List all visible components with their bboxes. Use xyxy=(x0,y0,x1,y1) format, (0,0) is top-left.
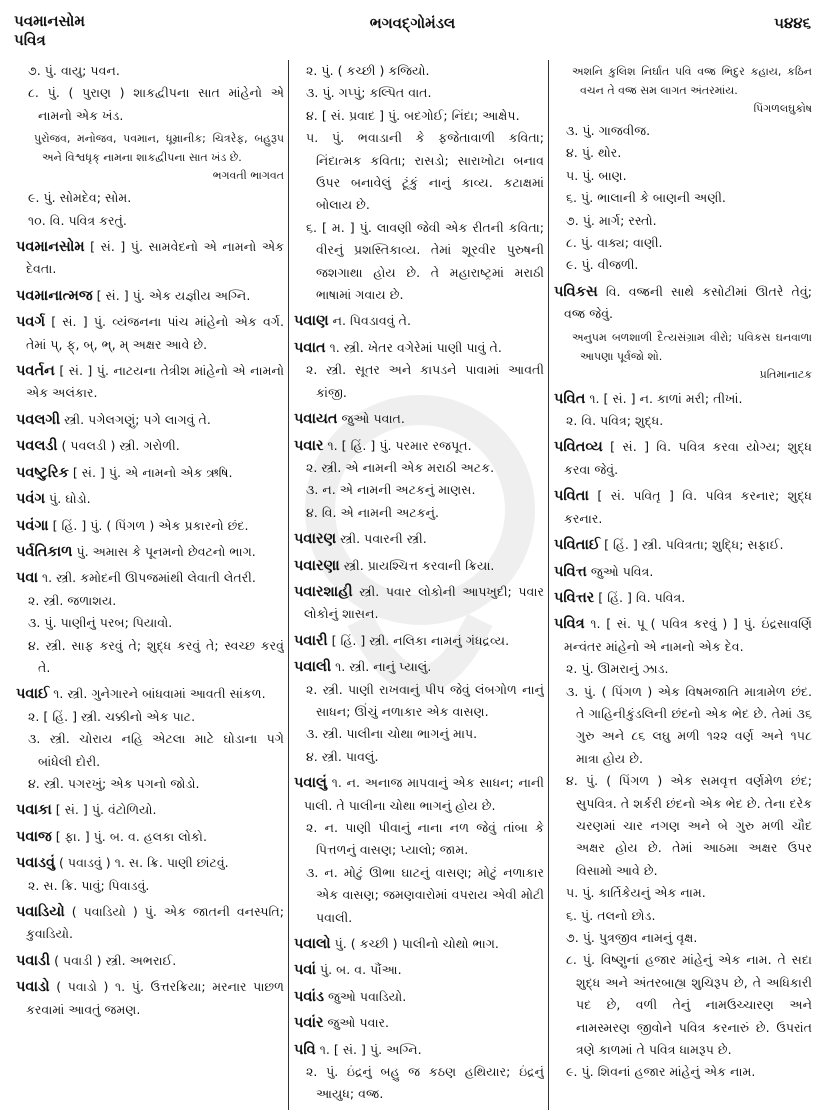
headword: પવમાનાત્મજ xyxy=(16,287,93,304)
definition-text: [ સં. ] પું. નાટયના તેત્રીશ માંહેનો એ નામનો એક અલંકાર. xyxy=(26,363,284,401)
definition-text: અનુપમ બળશાળી દૈત્યસંગ્રામ વીરો; પવિકસ ઘનવાળા આપણા પૂર્વજો શો. xyxy=(572,330,812,363)
headword: પવિતા xyxy=(554,488,589,505)
dictionary-entry xyxy=(16,515,284,537)
headword: પવાંડ xyxy=(294,988,324,1005)
dictionary-entry xyxy=(294,581,544,626)
definition-text: ૧. સ્ત્રી. ગુનેગારને બાંધવામાં આવતી સાંકળ. xyxy=(49,686,266,702)
dictionary-entry xyxy=(16,901,284,946)
sense-item xyxy=(294,217,544,307)
citation-quote xyxy=(554,62,812,118)
definition-text: ૮. પું. ( પુરાણ ) શાકદ્વીપના સાત માંહેનો એ નામનો એક ખંડ. xyxy=(28,85,284,123)
sense-item xyxy=(16,187,284,209)
headword: પવાઈ xyxy=(16,686,50,703)
dictionary-entry xyxy=(294,933,544,955)
sense-item xyxy=(554,949,812,1061)
dictionary-entry xyxy=(16,360,284,405)
headword: પવાલું xyxy=(294,775,327,792)
definition-text: ૧. [ સં. ] ન. કાળાં મરી; તીખાં. xyxy=(585,390,743,406)
definition-text: ૨. પું. ( કચ્છી ) કજિયો. xyxy=(306,63,430,78)
headword: પવંગા xyxy=(16,517,49,534)
definition-text: ૧. ન. અનાજ માપવાનું એક સાધન; નાની પાલી. તે પાલીના ચોથા ભાગનું હોય છે. xyxy=(304,775,544,813)
definition-text: ( પવાડી ) સ્ત્રી. અભરાઈ. xyxy=(50,952,177,968)
headword: પવર્તન xyxy=(16,363,55,380)
headword: પવારણ xyxy=(294,531,337,548)
sense-item xyxy=(554,210,812,232)
definition-text: પું. બ. વ. પૌંઆ. xyxy=(316,962,402,978)
definition-text: ૫. પું. બાણ. xyxy=(566,167,627,183)
sense-item xyxy=(16,60,284,82)
sense-item xyxy=(554,681,812,771)
page-number: ૫૪૪૬ xyxy=(774,14,811,32)
dictionary-entry xyxy=(554,613,812,658)
definition-text: ૧. [ સં. ] પું. અગ્નિ. xyxy=(315,1041,422,1057)
definition-text: [ હિં. ] સ્ત્રી. પવિત્રતા; શુદ્ધિ; સફાઈ. xyxy=(600,537,784,553)
sense-item xyxy=(294,1061,544,1106)
dictionary-entry xyxy=(16,976,284,1021)
definition-text: [ સં. ] પું. એ નામનો એક ઋષિ. xyxy=(68,464,233,480)
dictionary-entry xyxy=(554,388,812,410)
sense-item xyxy=(16,82,284,127)
headword: પવિકસ xyxy=(554,283,598,300)
definition-text: ૬. પું. ભાલાની કે બાણની અણી. xyxy=(566,190,726,206)
headword: પવારણા xyxy=(294,557,340,574)
sense-item xyxy=(554,165,812,187)
citation-source: પિંગળલઘુકોષ xyxy=(753,102,812,115)
guide-word-first: પવમાનસોમ xyxy=(14,12,86,30)
sense-item xyxy=(554,927,812,949)
definition-text: ૧. [ સં. પૂ ( પવિત્ર કરવું ) ] પું. ઇંદ્રસાવર્ણિ મન્વંતર માંહેનો એ નામનો એક દેવ. xyxy=(564,616,812,654)
sense-item xyxy=(554,142,812,164)
definition-text: જુઓ પવાર. xyxy=(323,1015,390,1031)
headword: પવાણ xyxy=(294,313,329,330)
definition-text: ૪. વિ. એ નામની અટકનું. xyxy=(306,504,440,520)
sense-item xyxy=(554,410,812,432)
definition-text: પુરોજવ, મનોજવ, પવમાન, ધૂમ્રાનીક; ચિત્રરેફ, બહુરૂપ અને વિશ્વધૃક્ નામના શાકદ્વીપના સાત ખંડ છે. xyxy=(34,132,284,165)
definition-text: ૫. પું. ભવાડાની કે ફજેતાવાળી કવિતા; નિંદાત્મક કવિતા; રાસડો; સારાખોટા બનાવ ઉપર બનાવેલું ટૂંકું નાનું કાવ્ય. કટાક્ષમાં બોલાય છે. xyxy=(306,130,544,213)
definition-text: ૩. પું. ગપ્પું; કલ્પિત વાત. xyxy=(306,85,432,101)
definition-text: [ હિં. ] પું. ( પિંગળ ) એક પ્રકારનો છંદ. xyxy=(48,517,249,533)
definition-text: ૪. [ સં. પ્રવાદ ] પું. બદગોઈ; નિંદા; આક્ષેપ. xyxy=(306,107,520,123)
sense-item xyxy=(554,187,812,209)
sense-item xyxy=(294,359,544,404)
headword: પવિત્તર xyxy=(554,589,595,606)
definition-text: ૮. પું. વિષ્ણુનાં હજાર માંહેનું એક નામ. તે સદા શુદ્ધ અને અંતરબાહ્ય શુચિરૂપ છે, તે અધિકારી પદ છે, વળી તેનું નામઉચ્ચારણ અને નામસ્મરણ જીવોને પવિત્ર કરનારું છે. ઉપરાંત ત્રણે કાળમાં તે પવિત્ર ધામરૂપ છે. xyxy=(566,952,812,1058)
headword: પવિતાઈ xyxy=(554,537,601,554)
headword: પવાજ xyxy=(16,828,52,845)
definition-text: ૧. સ્ત્રી. કમોદની ઊપજમાંથી લેવાતી લેતરી. xyxy=(38,570,256,586)
headword: પવાં xyxy=(294,962,316,979)
column-2 xyxy=(294,60,544,1112)
definition-text: ૯. પું. સોમદેવ; સોમ. xyxy=(28,190,132,206)
definition-text: ( પવલડી ) સ્ત્રી. ગરોળી. xyxy=(57,438,180,454)
definition-text: ૧. સ્ત્રી. નાનું પ્યાલું. xyxy=(331,659,432,675)
sense-item xyxy=(294,479,544,501)
dictionary-entry xyxy=(554,281,812,326)
definition-text: ૩. સ્ત્રી. પાલીના ચોથા ભાગનું માપ. xyxy=(306,726,478,742)
definition-text: જુઓ પવાડિયો. xyxy=(323,988,407,1004)
sense-item xyxy=(554,1061,812,1083)
headword: પવાડો xyxy=(16,979,50,996)
dictionary-entry xyxy=(16,435,284,457)
column-divider xyxy=(288,60,289,1110)
definition-text: [ હિં. ] સ્ત્રી. નલિકા નામનું ગંધદ્રવ્ય. xyxy=(327,632,510,648)
definition-text: પું. ઘોડો. xyxy=(45,491,91,507)
dictionary-entry xyxy=(16,409,284,431)
definition-text: ૭. પું. માર્ગ; રસ્તો. xyxy=(566,212,657,228)
definition-text: ૧૦. વિ. પવિત્ર કરતું. xyxy=(28,212,127,228)
dictionary-entry xyxy=(294,528,544,550)
definition-text: ૩. પું. પાણીનું પરબ; પિયાવો. xyxy=(28,615,173,631)
definition-text: [ સં. ] પું. વ્યંજનના પાંચ માંહેનો એક વર્ગ. તેમાં પ્, ફ્, બ્, ભ્, મ્ અક્ષર આવે છે. xyxy=(26,314,284,352)
definition-text: જુઓ પવિત્ર. xyxy=(586,563,654,579)
definition-text: ૮. પું. વાક્ય; વાણી. xyxy=(566,235,663,251)
definition-text: ૭. પું. વાયુ; પવન. xyxy=(28,63,120,78)
definition-text: સ્ત્રી. પવારની સ્ત્રી. xyxy=(336,531,427,547)
sense-item xyxy=(294,127,544,217)
dictionary-entry xyxy=(554,561,812,583)
dictionary-entry xyxy=(16,462,284,484)
headword: પવાલી xyxy=(294,659,332,676)
definition-text: ૧. સ્ત્રી. ખેતર વગેરેમાં પાણી પાવું તે. xyxy=(325,339,502,355)
sense-item xyxy=(16,706,284,728)
dictionary-entry xyxy=(294,555,544,577)
dictionary-entry xyxy=(554,485,812,530)
sense-item xyxy=(294,862,544,929)
sense-item xyxy=(554,658,812,680)
dictionary-entry xyxy=(294,1012,544,1034)
definition-text: જુઓ પવાત. xyxy=(337,411,405,427)
dictionary-entry xyxy=(16,236,284,281)
dictionary-entry xyxy=(16,683,284,705)
headword: પવાડવું xyxy=(16,855,55,872)
headword: પવિત xyxy=(554,390,586,407)
sense-item xyxy=(16,728,284,773)
sense-item xyxy=(554,770,812,882)
definition-text: [ ફા. ] પું. બ. વ. હલકા લોકો. xyxy=(51,828,207,844)
dictionary-entry xyxy=(16,852,284,874)
definition-text: વિ. વજ્રની સાથે કસોટીમાં ઊતરે તેવું; વજ્ર જેવું. xyxy=(564,283,812,322)
headword: પર્વતિકાળ xyxy=(16,543,73,560)
sense-item xyxy=(294,105,544,127)
dictionary-entry xyxy=(16,488,284,510)
definition-text: ૨. ન. પાણી પીવાનું નાના નળ જેવું તાંબા કે પિત્તળનું વાસણ; પ્યાલો; જામ. xyxy=(306,820,544,858)
sense-item xyxy=(16,590,284,612)
definition-text: સ્ત્રી. પગેલગણું; પગે લાગવું તે. xyxy=(60,411,211,427)
dictionary-entry xyxy=(16,541,284,563)
sense-item xyxy=(294,457,544,479)
citation-quote xyxy=(554,328,812,384)
dictionary-entry xyxy=(554,587,812,609)
headword: પવિ xyxy=(294,1041,316,1058)
definition-text: ૩. ન. મોટું ઊભા ઘાટનું વાસણ; મોટું નળાકાર એક વાસણ; જમણવારોમાં વપરાય એવી મોટી પવાલી. xyxy=(306,864,544,925)
definition-text: ( પવાડવું ) ૧. સ. ક્રિ. પાણી છાંટવું. xyxy=(55,855,229,871)
definition-text: ૩. સ્ત્રી. ચોરાય નહિ એટલા માટે ઘોડાના પગે બાંધેલી દોરી. xyxy=(28,731,284,769)
definition-text: સ્ત્રી. પ્રાયશ્ચિત્ત કરવાની ક્રિયા. xyxy=(339,557,495,573)
sense-item xyxy=(16,612,284,634)
headword: પવષ્ટુરિક xyxy=(16,464,69,481)
definition-text: ૪. પું. ( પિંગળ ) એક સમવૃત્ત વર્ણમેળ છંદ; સુપવિત્ર. તે શર્કરી છંદનો એક ભેદ છે. તેના દરેક ચરણમાં ચાર નગણ અને બે ગુરુ મળી ચૌદ અક્ષર હોય છે. તેમાં આઠમા અક્ષર ઉપર વિસામો આવે છે. xyxy=(566,773,812,878)
definition-text: ૪. સ્ત્રી. સાફ કરવું તે; શુદ્ધ કરવું તે; સ્વચ્છ કરવું તે. xyxy=(28,637,284,675)
definition-text: ૨. પું. ઇંદ્રનું બહુ જ કઠણ હથિયાર; ઇંદ્રનું આયુધ; વજ્ર. xyxy=(306,1064,544,1102)
definition-text: પું. અમાસ કે પૂનમનો છેવટનો ભાગ. xyxy=(72,543,256,559)
dictionary-entry xyxy=(16,799,284,821)
headword: પવાકા xyxy=(16,802,52,819)
definition-text: ન. પિવડાવવું તે. xyxy=(328,313,411,329)
headword: પવા xyxy=(16,570,38,587)
definition-text: ૯. પું. શિવનાં હજાર માંહેનું એક નામ. xyxy=(566,1064,756,1080)
headword: પવાયત xyxy=(294,411,338,428)
definition-text: ૩. પું. ( પિંગળ ) એક વિષમજાતિ માત્રામેળ છંદ. તે ગાહિનીકુંડલિની છંદનો એક ભેદ છે. તેમાં ૩૬ ગુરુ અને ૮૬ લઘુ મળી ૧૨૨ વર્ણ અને ૧૫૮ માત્રા હોય છે. xyxy=(566,683,812,766)
definition-text: ૯. પું. વીજળી. xyxy=(566,257,639,273)
definition-text: [ સં. પવિતૃ ] વિ. પવિત્ર કરનાર; શુદ્ધ કરનાર. xyxy=(564,488,812,526)
definition-text: સ્ત્રી. પવાર લોકોની આપખુદી; પવાર લોકોનું શાસન. xyxy=(304,583,544,622)
sense-item xyxy=(294,502,544,524)
dictionary-entry xyxy=(294,656,544,678)
dictionary-entry xyxy=(294,772,544,817)
definition-text: ૫. પું. કાર્તિકેયનું એક નામ. xyxy=(566,885,706,901)
dictionary-entry xyxy=(554,534,812,556)
sense-item xyxy=(294,60,544,82)
sense-item xyxy=(294,82,544,104)
definition-text: ૨. સ્ત્રી. જળાશય. xyxy=(28,592,117,608)
sense-item xyxy=(554,120,812,142)
definition-text: ૨. સ. ક્રિ. પાવું; પિવાડવું. xyxy=(28,877,150,893)
headword: પવલડી xyxy=(16,438,58,455)
sense-item xyxy=(16,875,284,897)
definition-text: ૭. પું. પુત્રજીવ નામનું વૃક્ષ. xyxy=(566,930,698,945)
definition-text: અશનિ કુલિશ નિર્ઘાત પવિ વજ્ર ભિદુર કહાય, કઠિન વચન તે વજ્ર સમ લાગત અંતરમાંય. xyxy=(572,65,812,97)
sense-item xyxy=(554,254,812,276)
sense-item xyxy=(554,232,812,254)
headword: પવાડિયો xyxy=(16,904,65,920)
dictionary-entry xyxy=(294,630,544,652)
headword: પવાડી xyxy=(16,952,51,969)
citation-quote xyxy=(16,129,284,185)
dictionary-entry xyxy=(294,1039,544,1061)
column-3 xyxy=(554,60,812,1112)
sense-item xyxy=(294,723,544,745)
definition-text: ૨. વિ. પવિત્ર; શુદ્ધ. xyxy=(566,413,664,429)
definition-text: [ સં. ] પું. એક યજ્ઞીય અગ્નિ. xyxy=(92,287,251,303)
column-1 xyxy=(16,60,284,1112)
definition-text: [ સં. ] પું. સામવેદનો એ નામનો એક દેવતા. xyxy=(26,239,284,277)
definition-text: ૬. પું. તલનો છોડ. xyxy=(566,907,656,923)
headword: પવારી xyxy=(294,632,328,649)
dictionary-entry xyxy=(16,567,284,589)
sense-item xyxy=(294,746,544,768)
sense-item xyxy=(554,905,812,927)
dictionary-entry xyxy=(294,959,544,981)
headword: પવારશાહી xyxy=(294,583,353,600)
dictionary-entry xyxy=(294,435,544,457)
definition-text: ( પવાડો ) ૧. પું. ઉત્તરક્રિયા; મરનાર પાછળ કરવામાં આવતું જમણ. xyxy=(26,979,284,1017)
definition-text: ૨. [ હિં. ] સ્ત્રી. ચક્કીનો એક પાટ. xyxy=(28,708,196,724)
dictionary-entry xyxy=(294,310,544,332)
guide-word-last: પવિત્ર xyxy=(14,31,46,49)
headword: પવાંર xyxy=(294,1015,324,1032)
headword: પવાત xyxy=(294,339,326,356)
running-title: ભગવદ્ગોમંડલ xyxy=(369,14,456,32)
definition-text: ૩. પું. ગાજવીજ. xyxy=(566,123,651,138)
definition-text: [ સં. ] વિ. પવિત્ર કરવા યોગ્ય; શુદ્ધ કરવા જેવું. xyxy=(564,439,812,477)
definition-text: ૨. પું. ઊમરાનું ઝાડ. xyxy=(566,661,669,677)
definition-text: ૩. ન. એ નામની અટકનું માણસ. xyxy=(306,482,476,498)
column-divider xyxy=(548,60,549,1110)
dictionary-entry xyxy=(16,950,284,972)
headword: પવાલો xyxy=(294,936,331,953)
definition-text: ૪. સ્ત્રી. પાવલું. xyxy=(306,748,379,764)
sense-item xyxy=(16,210,284,232)
headword: પવાર xyxy=(294,437,324,454)
definition-text: ૨. સ્ત્રી. પાણી રાખવાનું પીપ જેવું લંબગોળ નાનું સાધન; ઊંચું નળાકાર એક વાસણ. xyxy=(306,681,544,719)
dictionary-entry xyxy=(16,826,284,848)
headword: પવમાનસોમ xyxy=(16,239,85,256)
definition-text: ૬. [ મ. ] પું. લાવણી જેવી એક રીતની કવિતા; વીરનું પ્રશસ્તિકાવ્ય. તેમાં શૂરવીર પુરુષની જશગાથા હોય છે. તે મહારાષ્ટ્રમાં મરાઠી ભાષામાં ગવાય છે. xyxy=(306,219,544,303)
headword: પવર્ગ xyxy=(16,314,46,331)
dictionary-entry xyxy=(294,986,544,1008)
sense-item xyxy=(294,817,544,862)
definition-text: ૪. સ્ત્રી. પગરખું; એક પગનો જોડો. xyxy=(28,775,200,791)
citation-source: ભગવતી ભાગવત xyxy=(212,169,284,183)
headword: પવિત્ર xyxy=(554,616,585,633)
headword: પવિત્ત xyxy=(554,563,587,580)
dictionary-entry xyxy=(16,285,284,307)
definition-text: ૨. સ્ત્રી. સૂતર અને કાપડને પાવામાં આવતી કાંજી. xyxy=(306,362,544,400)
definition-text: ૧. [ હિં. ] પું. પરમાર રજપૂત. xyxy=(323,437,472,453)
dictionary-entry xyxy=(554,436,812,481)
dictionary-entry xyxy=(294,337,544,359)
dictionary-entry xyxy=(294,408,544,430)
definition-text: ( પવાડિયો ) પું. એક જાતની વનસ્પતિ; કુવાડિયો. xyxy=(26,904,284,942)
definition-text: ૪. પું. થોર. xyxy=(566,145,622,161)
headword: પવિતવ્ય xyxy=(554,439,603,456)
headword: પવલગી xyxy=(16,411,61,428)
sense-item xyxy=(554,882,812,904)
definition-text: [ સં. ] પું. વંટોળિયો. xyxy=(51,802,157,818)
headword: પવંગ xyxy=(16,491,46,508)
definition-text: [ હિં. ] વિ. પવિત્ર. xyxy=(594,589,686,605)
sense-item xyxy=(16,773,284,795)
definition-text: પું. ( કચ્છી ) પાલીનો ચોથો ભાગ. xyxy=(330,936,499,952)
sense-item xyxy=(16,635,284,680)
citation-source: પ્રતિમાનાટક xyxy=(759,367,812,381)
definition-text: ૨. સ્ત્રી. એ નામની એક મરાઠી અટક. xyxy=(306,459,495,475)
dictionary-entry xyxy=(16,311,284,356)
sense-item xyxy=(294,679,544,724)
